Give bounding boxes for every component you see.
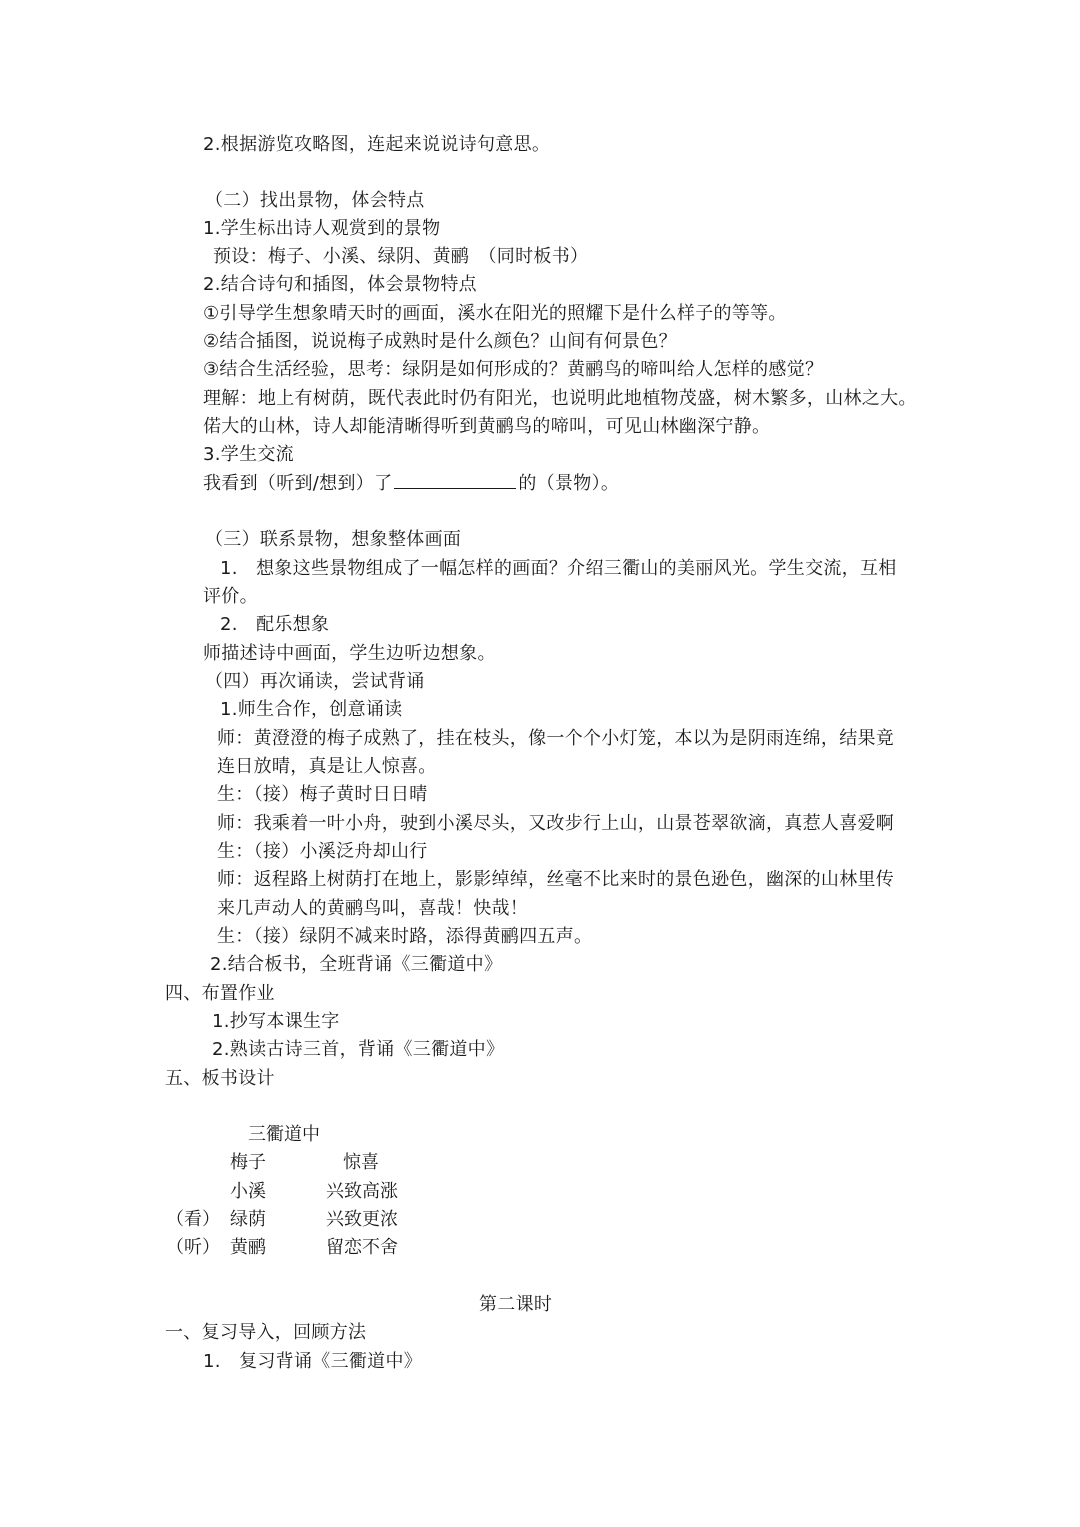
board-side-look: （看） bbox=[166, 1209, 220, 1230]
homework-item-1: 1.抄写本课生字 bbox=[212, 1011, 340, 1032]
heading-recite: （四）再次诵读，尝试背诵 bbox=[205, 671, 425, 692]
item-connect-poem-meaning: 2.根据游览攻略图，连起来说说诗句意思。 bbox=[203, 134, 551, 155]
step-mark-scenery: 1.学生标出诗人观赏到的景物 bbox=[203, 218, 441, 239]
sentence-prefix: 我看到（听到/想到）了 bbox=[203, 473, 393, 494]
heading-imagine-picture: （三）联系景物，想象整体画面 bbox=[205, 529, 462, 550]
student-line-2: 生：（接）小溪泛舟却山行 bbox=[217, 841, 428, 862]
student-line-3: 生：（接）绿阴不减来时路，添得黄鹂四五声。 bbox=[217, 926, 593, 947]
fill-blank bbox=[394, 472, 516, 489]
teacher-line-3a: 师：返程路上树荫打在地上，影影绰绰，丝毫不比来时的景色逊色，幽深的山林里传 bbox=[217, 869, 895, 890]
step-music-imagine: 2. 配乐想象 bbox=[220, 614, 330, 635]
fill-in-sentence bbox=[203, 472, 619, 496]
board-feeling-1: 惊喜 bbox=[343, 1152, 379, 1173]
homework-item-2: 2.熟读古诗三首，背诵《三衢道中》 bbox=[212, 1039, 505, 1060]
step-recite-all: 2.结合板书，全班背诵《三衢道中》 bbox=[210, 954, 503, 975]
step-combine-illustration: 2.结合诗句和插图，体会景物特点 bbox=[203, 274, 477, 295]
step-student-exchange: 3.学生交流 bbox=[203, 444, 294, 465]
teacher-line-1a: 师：黄澄澄的梅子成熟了，挂在枝头，像一个个小灯笼，本以为是阴雨连绵，结果竟 bbox=[217, 728, 895, 749]
board-side-listen: （听） bbox=[166, 1237, 220, 1258]
circle-step-1: ①引导学生想象晴天时的画面，溪水在阳光的照耀下是什么样子的等等。 bbox=[203, 303, 787, 324]
board-scene-3: 绿荫 bbox=[230, 1209, 266, 1230]
student-line-1: 生：（接）梅子黄时日日晴 bbox=[217, 784, 428, 805]
board-scene-2: 小溪 bbox=[230, 1181, 266, 1202]
understanding-line-1: 理解：地上有树荫，既代表此时仍有阳光，也说明此地植物茂盛，树木繁多，山林之大。 bbox=[203, 388, 917, 409]
board-feeling-2: 兴致高涨 bbox=[326, 1181, 398, 1202]
heading-homework: 四、布置作业 bbox=[165, 983, 275, 1004]
preset-scenery: 预设：梅子、小溪、绿阴、黄鹂 （同时板书） bbox=[213, 246, 589, 267]
teacher-line-1b: 连日放晴，真是让人惊喜。 bbox=[217, 756, 437, 777]
circle-step-2: ②结合插图，说说梅子成熟时是什么颜色？山间有何景色？ bbox=[203, 331, 677, 352]
board-scene-4: 黄鹂 bbox=[230, 1237, 266, 1258]
step-imagine-scene-b: 评价。 bbox=[203, 586, 258, 607]
teacher-line-2: 师：我乘着一叶小舟，驶到小溪尽头，又改步行上山，山景苍翠欲滴，真惹人喜爱啊 bbox=[217, 813, 895, 834]
lesson-two-title: 第二课时 bbox=[479, 1294, 553, 1315]
sentence-suffix: 的（景物）。 bbox=[518, 473, 620, 494]
board-title: 三衢道中 bbox=[248, 1124, 320, 1145]
heading-board-design: 五、板书设计 bbox=[165, 1068, 275, 1089]
board-scene-1: 梅子 bbox=[230, 1152, 266, 1173]
understanding-line-2: 偌大的山林，诗人却能清晰得听到黄鹂鸟的啼叫，可见山林幽深宁静。 bbox=[203, 416, 771, 437]
board-feeling-3: 兴致更浓 bbox=[326, 1209, 398, 1230]
step-cooperate-read: 1.师生合作，创意诵读 bbox=[220, 699, 403, 720]
heading-find-scenery: （二）找出景物，体会特点 bbox=[205, 190, 425, 211]
teacher-line-3b: 来几声动人的黄鹂鸟叫，喜哉！快哉！ bbox=[217, 898, 529, 919]
step-imagine-scene-a: 1. 想象这些景物组成了一幅怎样的画面？介绍三衢山的美丽风光。学生交流，互相 bbox=[220, 558, 897, 579]
circle-step-3: ③结合生活经验，思考：绿阴是如何形成的？黄鹂鸟的啼叫给人怎样的感觉？ bbox=[203, 359, 824, 380]
teacher-describe: 师描述诗中画面，学生边听边想象。 bbox=[203, 643, 496, 664]
heading-review: 一、复习导入，回顾方法 bbox=[165, 1322, 367, 1343]
board-feeling-4: 留恋不舍 bbox=[326, 1237, 398, 1258]
review-item-1: 1. 复习背诵《三衢道中》 bbox=[203, 1351, 423, 1372]
